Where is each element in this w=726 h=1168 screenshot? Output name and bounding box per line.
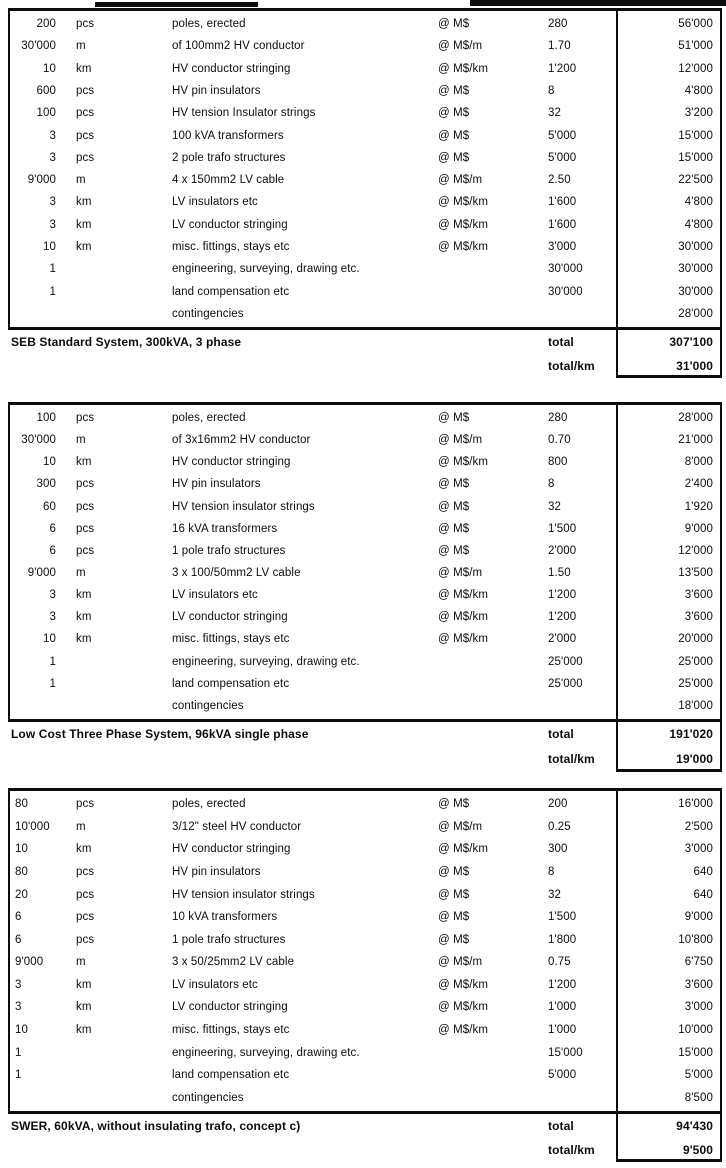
description-cell: poles, erected	[172, 412, 246, 425]
description-cell: contingencies	[172, 699, 244, 712]
unit-cell: pcs	[76, 522, 95, 535]
rate-cell: 800	[548, 456, 568, 469]
line-total-cell: 5'000	[684, 1069, 713, 1082]
description-cell: HV pin insulators	[172, 84, 261, 97]
table-row	[10, 1019, 720, 1042]
rate-cell: 5'000	[548, 151, 577, 164]
line-total-cell: 28'000	[678, 307, 713, 320]
quantity-cell: 6	[15, 933, 22, 946]
table-row	[10, 1087, 720, 1110]
description-cell: 3 x 100/50mm2 LV cable	[172, 567, 301, 580]
total-per-km-label: total/km	[548, 359, 595, 373]
description-cell: of 3x16mm2 HV conductor	[172, 434, 311, 447]
unit-cell: m	[76, 567, 86, 580]
table-row	[10, 951, 720, 974]
line-total-cell: 9'000	[684, 522, 713, 535]
total-per-km-label: total/km	[548, 752, 595, 766]
table-rows	[10, 11, 720, 327]
table-row	[10, 407, 720, 429]
unit-cell: pcs	[76, 412, 95, 425]
line-total-cell: 22'500	[678, 174, 713, 187]
quantity-cell: 600	[36, 84, 56, 97]
line-total-cell: 15'000	[678, 1046, 713, 1059]
rate-unit-cell: @ M$/km	[438, 978, 489, 991]
table-row	[10, 473, 720, 495]
table-row	[10, 838, 720, 861]
line-total-cell: 640	[693, 888, 713, 901]
quantity-cell: 1	[49, 655, 56, 668]
rate-unit-cell: @ M$	[438, 911, 470, 924]
rate-cell: 30'000	[548, 285, 583, 298]
total-per-km-value: 9'500	[682, 1143, 713, 1157]
table-items-box	[8, 8, 722, 330]
description-cell: poles, erected	[172, 18, 246, 31]
table-row	[10, 258, 720, 280]
rate-cell: 300	[548, 843, 568, 856]
description-cell: HV conductor stringing	[172, 843, 291, 856]
rate-cell: 1'600	[548, 196, 577, 209]
line-total-cell: 3'000	[684, 1001, 713, 1014]
rate-unit-cell: @ M$	[438, 151, 470, 164]
line-total-cell: 28'000	[678, 412, 713, 425]
line-total-cell: 56'000	[678, 18, 713, 31]
rate-cell: 1'600	[548, 218, 577, 231]
rate-unit-cell: @ M$/km	[438, 456, 489, 469]
description-cell: LV insulators etc	[172, 978, 258, 991]
line-total-cell: 4'800	[684, 218, 713, 231]
rate-cell: 25'000	[548, 677, 583, 690]
description-cell: misc. fittings, stays etc	[172, 633, 290, 646]
line-total-cell: 12'000	[678, 544, 713, 557]
rate-unit-cell: @ M$	[438, 866, 470, 879]
description-cell: HV conductor stringing	[172, 456, 291, 469]
quantity-cell: 3	[49, 218, 56, 231]
quantity-cell: 10	[43, 456, 56, 469]
table-row	[10, 236, 720, 258]
quantity-cell: 6	[49, 522, 56, 535]
quantity-cell: 30'000	[21, 40, 56, 53]
table-row	[10, 793, 720, 816]
quantity-cell: 20	[15, 888, 28, 901]
rate-cell: 1'200	[548, 62, 577, 75]
rate-unit-cell: @ M$	[438, 544, 470, 557]
rate-unit-cell: @ M$/m	[438, 820, 483, 833]
unit-cell: pcs	[76, 888, 95, 901]
line-total-cell: 3'600	[684, 611, 713, 624]
line-total-cell: 20'000	[678, 633, 713, 646]
rate-unit-cell: @ M$/m	[438, 567, 483, 580]
line-total-cell: 6'750	[684, 956, 713, 969]
unit-cell: km	[76, 218, 92, 231]
rate-cell: 1'800	[548, 933, 577, 946]
unit-cell: pcs	[76, 798, 95, 811]
line-total-cell: 1'920	[684, 500, 713, 513]
rate-unit-cell: @ M$/km	[438, 240, 489, 253]
quantity-cell: 10	[43, 240, 56, 253]
quantity-cell: 1	[49, 677, 56, 690]
table-row	[10, 974, 720, 997]
scan-artifact-line	[470, 0, 726, 6]
description-cell: LV conductor stringing	[172, 1001, 288, 1014]
rate-unit-cell: @ M$	[438, 888, 470, 901]
rate-cell: 3'000	[548, 240, 577, 253]
rate-unit-cell: @ M$	[438, 522, 470, 535]
rate-cell: 0.75	[548, 956, 571, 969]
description-cell: HV tension insulator strings	[172, 500, 315, 513]
rate-cell: 200	[548, 798, 568, 811]
rate-cell: 32	[548, 888, 561, 901]
unit-cell: km	[76, 196, 92, 209]
rate-unit-cell: @ M$/m	[438, 174, 483, 187]
table-row	[10, 191, 720, 213]
rate-cell: 1'200	[548, 611, 577, 624]
unit-cell: km	[76, 62, 92, 75]
rate-cell: 2'000	[548, 633, 577, 646]
total-per-km-value: 31'000	[676, 359, 713, 373]
line-total-cell: 30'000	[678, 285, 713, 298]
unit-cell: km	[76, 1024, 92, 1037]
rate-unit-cell: @ M$	[438, 500, 470, 513]
table-footer	[8, 1114, 722, 1138]
rate-cell: 15'000	[548, 1046, 583, 1059]
rate-cell: 0.25	[548, 820, 571, 833]
table-items-box	[8, 402, 722, 722]
rate-cell: 32	[548, 500, 561, 513]
line-total-cell: 16'000	[678, 798, 713, 811]
quantity-cell: 100	[36, 107, 56, 120]
table-footer-per-km	[8, 354, 722, 378]
unit-cell: pcs	[76, 866, 95, 879]
line-total-cell: 3'600	[684, 589, 713, 602]
unit-cell: m	[76, 40, 86, 53]
description-cell: contingencies	[172, 307, 244, 320]
unit-cell: pcs	[76, 544, 95, 557]
description-cell: LV conductor stringing	[172, 611, 288, 624]
table-row	[10, 1041, 720, 1064]
line-total-cell: 21'000	[678, 434, 713, 447]
rate-cell: 8	[548, 866, 555, 879]
quantity-cell: 1	[49, 285, 56, 298]
unit-cell: m	[76, 174, 86, 187]
rate-unit-cell: @ M$/km	[438, 62, 489, 75]
quantity-cell: 9'000	[27, 174, 56, 187]
line-total-cell: 30'000	[678, 263, 713, 276]
rate-cell: 1'500	[548, 522, 577, 535]
quantity-cell: 30'000	[21, 434, 56, 447]
description-cell: 1 pole trafo structures	[172, 544, 286, 557]
line-total-cell: 640	[693, 866, 713, 879]
quantity-cell: 9'000	[27, 567, 56, 580]
table-row	[10, 562, 720, 584]
table-row	[10, 496, 720, 518]
table-row	[10, 928, 720, 951]
table-row	[10, 214, 720, 236]
description-cell: 100 kVA transformers	[172, 129, 284, 142]
table-row	[10, 35, 720, 57]
rate-cell: 0.70	[548, 434, 571, 447]
line-total-cell: 13'500	[678, 567, 713, 580]
unit-cell: pcs	[76, 129, 95, 142]
description-cell: LV insulators etc	[172, 196, 258, 209]
unit-cell: pcs	[76, 911, 95, 924]
table-row	[10, 996, 720, 1019]
quantity-cell: 10'000	[15, 820, 50, 833]
unit-cell: km	[76, 633, 92, 646]
line-total-cell: 18'000	[678, 699, 713, 712]
unit-cell: pcs	[76, 151, 95, 164]
quantity-cell: 60	[43, 500, 56, 513]
table-footer-per-km	[8, 747, 722, 771]
quantity-cell: 3	[49, 151, 56, 164]
rate-unit-cell: @ M$	[438, 478, 470, 491]
total-value: 94'430	[676, 1119, 713, 1133]
rate-cell: 5'000	[548, 1069, 577, 1082]
rate-cell: 8	[548, 84, 555, 97]
rate-cell: 1'200	[548, 978, 577, 991]
line-total-cell: 10'000	[678, 1024, 713, 1037]
rate-unit-cell: @ M$/km	[438, 1024, 489, 1037]
unit-cell: pcs	[76, 500, 95, 513]
line-total-cell: 30'000	[678, 240, 713, 253]
quantity-cell: 3	[49, 129, 56, 142]
rate-cell: 25'000	[548, 655, 583, 668]
table-footer	[8, 722, 722, 746]
description-cell: HV conductor stringing	[172, 62, 291, 75]
unit-cell: km	[76, 611, 92, 624]
unit-cell: pcs	[76, 933, 95, 946]
unit-cell: km	[76, 589, 92, 602]
description-cell: HV tension Insulator strings	[172, 107, 316, 120]
total-label: total	[548, 335, 574, 349]
line-total-cell: 4'800	[684, 196, 713, 209]
table-row	[10, 518, 720, 540]
rate-unit-cell: @ M$/m	[438, 434, 483, 447]
quantity-cell: 3	[49, 611, 56, 624]
line-total-cell: 15'000	[678, 129, 713, 142]
table-row	[10, 883, 720, 906]
table-row	[10, 147, 720, 169]
description-cell: 3 x 50/25mm2 LV cable	[172, 956, 295, 969]
table-row	[10, 58, 720, 80]
description-cell: HV pin insulators	[172, 866, 261, 879]
description-cell: engineering, surveying, drawing etc.	[172, 1046, 360, 1059]
table-row	[10, 429, 720, 451]
table-row	[10, 280, 720, 302]
table-row	[10, 451, 720, 473]
line-total-cell: 15'000	[678, 151, 713, 164]
quantity-cell: 6	[49, 544, 56, 557]
table-row	[10, 102, 720, 124]
rate-cell: 5'000	[548, 129, 577, 142]
total-value: 307'100	[669, 335, 713, 349]
table-title: Low Cost Three Phase System, 96kVA single phase	[11, 727, 309, 741]
description-cell: contingencies	[172, 1091, 244, 1104]
quantity-cell: 80	[15, 866, 28, 879]
table-rows	[10, 791, 720, 1111]
quantity-cell: 9'000	[15, 956, 44, 969]
rate-unit-cell: @ M$/m	[438, 40, 483, 53]
line-total-cell: 4'800	[684, 84, 713, 97]
rate-unit-cell: @ M$	[438, 933, 470, 946]
table-row	[10, 816, 720, 839]
rate-cell: 1'000	[548, 1001, 577, 1014]
table-row	[10, 695, 720, 717]
quantity-cell: 300	[36, 478, 56, 491]
unit-cell: km	[76, 843, 92, 856]
table-row	[10, 169, 720, 191]
total-per-km-label: total/km	[548, 1143, 595, 1157]
description-cell: HV tension insulator strings	[172, 888, 315, 901]
rate-unit-cell: @ M$	[438, 412, 470, 425]
description-cell: 1 pole trafo structures	[172, 933, 286, 946]
table-row	[10, 651, 720, 673]
description-cell: 10 kVA transformers	[172, 911, 278, 924]
table-footer	[8, 330, 722, 354]
table-row	[10, 628, 720, 650]
line-total-cell: 2'500	[684, 820, 713, 833]
quantity-cell: 1	[15, 1069, 22, 1082]
total-value: 191'020	[669, 727, 713, 741]
line-total-cell: 51'000	[678, 40, 713, 53]
unit-cell: pcs	[76, 18, 95, 31]
table-row	[10, 124, 720, 146]
rate-unit-cell: @ M$	[438, 129, 470, 142]
unit-cell: km	[76, 456, 92, 469]
rate-cell: 32	[548, 107, 561, 120]
description-cell: 3/12" steel HV conductor	[172, 820, 302, 833]
description-cell: poles, erected	[172, 798, 246, 811]
rate-unit-cell: @ M$	[438, 798, 470, 811]
unit-cell: m	[76, 434, 86, 447]
rate-cell: 1'500	[548, 911, 577, 924]
rate-cell: 30'000	[548, 263, 583, 276]
description-cell: land compensation etc	[172, 677, 290, 690]
unit-cell: km	[76, 240, 92, 253]
rate-unit-cell: @ M$	[438, 18, 470, 31]
table-row	[10, 606, 720, 628]
description-cell: LV insulators etc	[172, 589, 258, 602]
quantity-cell: 10	[43, 62, 56, 75]
line-total-cell: 9'000	[684, 911, 713, 924]
description-cell: HV pin insulators	[172, 478, 261, 491]
quantity-cell: 1	[15, 1046, 22, 1059]
unit-cell: pcs	[76, 84, 95, 97]
unit-cell: km	[76, 1001, 92, 1014]
table-row	[10, 906, 720, 929]
rate-unit-cell: @ M$/km	[438, 1001, 489, 1014]
quantity-cell: 3	[15, 1001, 22, 1014]
rate-cell: 1'200	[548, 589, 577, 602]
table-row	[10, 303, 720, 325]
quantity-cell: 3	[49, 196, 56, 209]
quantity-cell: 3	[49, 589, 56, 602]
line-total-cell: 2'400	[684, 478, 713, 491]
rate-unit-cell: @ M$/m	[438, 956, 483, 969]
unit-cell: pcs	[76, 107, 95, 120]
table-items-box	[8, 788, 722, 1114]
rate-unit-cell: @ M$/km	[438, 843, 489, 856]
rate-unit-cell: @ M$	[438, 84, 470, 97]
rate-cell: 280	[548, 412, 568, 425]
table-row	[10, 540, 720, 562]
rate-unit-cell: @ M$/km	[438, 611, 489, 624]
quantity-cell: 10	[15, 1024, 28, 1037]
quantity-cell: 1	[49, 263, 56, 276]
table-footer-per-km	[8, 1138, 722, 1162]
rate-cell: 8	[548, 478, 555, 491]
quantity-cell: 10	[15, 843, 28, 856]
unit-cell: m	[76, 820, 86, 833]
rate-cell: 2.50	[548, 174, 571, 187]
line-total-cell: 3'000	[684, 843, 713, 856]
description-cell: 16 kVA transformers	[172, 522, 278, 535]
line-total-cell: 8'500	[684, 1091, 713, 1104]
description-cell: land compensation etc	[172, 1069, 290, 1082]
rate-unit-cell: @ M$/km	[438, 589, 489, 602]
line-total-cell: 25'000	[678, 677, 713, 690]
line-total-cell: 25'000	[678, 655, 713, 668]
total-label: total	[548, 727, 574, 741]
line-total-cell: 8'000	[684, 456, 713, 469]
table-row	[10, 1064, 720, 1087]
description-cell: 2 pole trafo structures	[172, 151, 286, 164]
description-cell: engineering, surveying, drawing etc.	[172, 263, 360, 276]
table-rows	[10, 405, 720, 719]
rate-cell: 1'000	[548, 1024, 577, 1037]
table-title: SWER, 60kVA, without insulating trafo, concept c)	[11, 1119, 301, 1133]
table-row	[10, 80, 720, 102]
rate-unit-cell: @ M$/km	[438, 196, 489, 209]
table-title: SEB Standard System, 300kVA, 3 phase	[11, 335, 242, 349]
unit-cell: pcs	[76, 478, 95, 491]
description-cell: engineering, surveying, drawing etc.	[172, 655, 360, 668]
line-total-cell: 3'200	[684, 107, 713, 120]
table-row	[10, 673, 720, 695]
unit-cell: km	[76, 978, 92, 991]
rate-cell: 280	[548, 18, 568, 31]
rate-cell: 1.50	[548, 567, 571, 580]
scan-artifact-line	[95, 2, 258, 7]
quantity-cell: 3	[15, 978, 22, 991]
table-row	[10, 13, 720, 35]
rate-cell: 2'000	[548, 544, 577, 557]
line-total-cell: 10'800	[678, 933, 713, 946]
quantity-cell: 100	[36, 412, 56, 425]
description-cell: of 100mm2 HV conductor	[172, 40, 305, 53]
rate-unit-cell: @ M$/km	[438, 218, 489, 231]
rate-unit-cell: @ M$	[438, 107, 470, 120]
table-row	[10, 861, 720, 884]
description-cell: misc. fittings, stays etc	[172, 240, 290, 253]
line-total-cell: 3'600	[684, 978, 713, 991]
description-cell: land compensation etc	[172, 285, 290, 298]
quantity-cell: 6	[15, 911, 22, 924]
unit-cell: m	[76, 956, 86, 969]
quantity-cell: 80	[15, 798, 28, 811]
rate-unit-cell: @ M$/km	[438, 633, 489, 646]
total-per-km-value: 19'000	[676, 752, 713, 766]
total-label: total	[548, 1119, 574, 1133]
quantity-cell: 10	[43, 633, 56, 646]
table-row	[10, 584, 720, 606]
description-cell: 4 x 150mm2 LV cable	[172, 174, 285, 187]
line-total-cell: 12'000	[678, 62, 713, 75]
quantity-cell: 200	[36, 18, 56, 31]
description-cell: misc. fittings, stays etc	[172, 1024, 290, 1037]
rate-cell: 1.70	[548, 40, 571, 53]
description-cell: LV conductor stringing	[172, 218, 288, 231]
